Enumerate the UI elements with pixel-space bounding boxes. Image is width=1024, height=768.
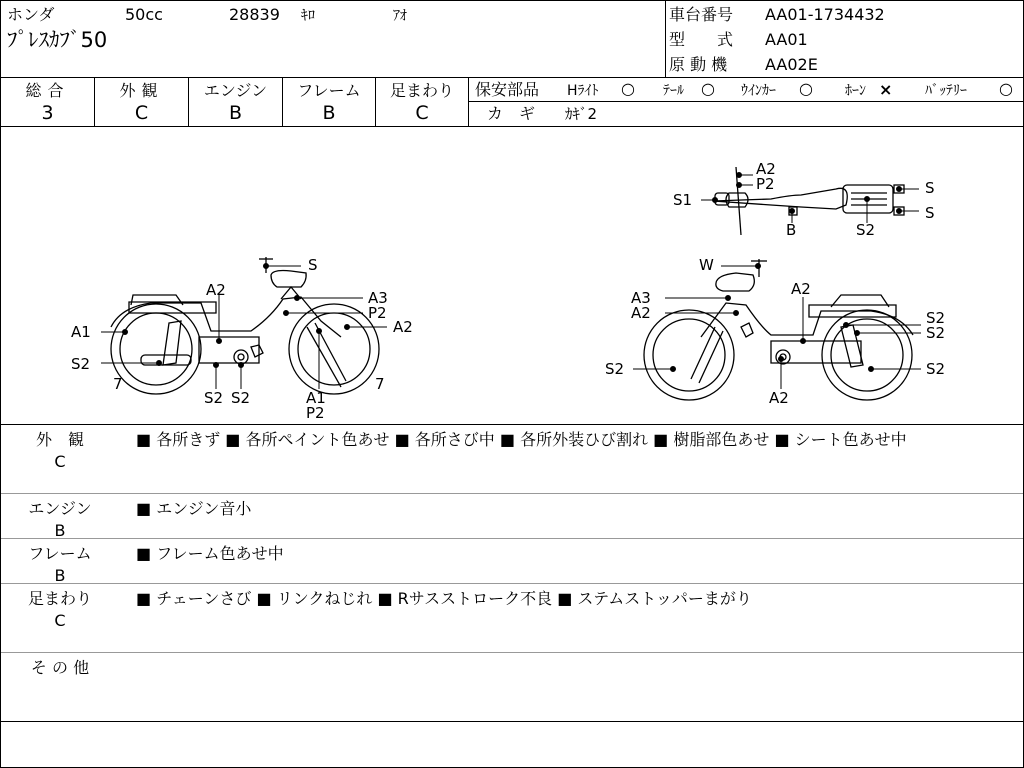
diagram-label: W: [699, 256, 714, 274]
diagram-label: B: [786, 221, 797, 239]
safety-item-label: ｳｲﾝｶｰ: [741, 83, 776, 99]
engine-label: 原 動 機: [669, 55, 728, 74]
top-view: [713, 167, 904, 235]
rear-wheel: [822, 310, 912, 400]
type-value: AA01: [765, 30, 808, 49]
remark-category: 足まわり: [27, 589, 92, 608]
maker: ホンダ: [7, 5, 55, 24]
diagram-label: S2: [204, 389, 224, 407]
displacement: 50cc: [125, 5, 163, 24]
safety-item-mark: ○: [621, 79, 635, 98]
diagram-label: A1: [306, 389, 326, 407]
safety-item-mark: ○: [701, 79, 715, 98]
diagram-label: S: [308, 256, 318, 274]
remark-label: [1, 543, 119, 587]
remark-label: [1, 498, 119, 542]
safety-item-label: ﾃｰﾙ: [663, 83, 684, 99]
remark-frame: [1, 539, 1023, 584]
rear-wheel: [111, 304, 201, 394]
grade-label: エンジン: [203, 81, 268, 100]
remark-label: [1, 429, 119, 473]
front-wheel: [289, 304, 379, 394]
safety-item-mark: ×: [879, 80, 893, 99]
remark-exterior: [1, 425, 1023, 494]
diagram-label: S2: [926, 324, 946, 342]
grade-label: 外観: [119, 81, 164, 100]
grade-label: 総合: [25, 81, 70, 100]
scooter-diagrams: [1, 127, 1023, 423]
color: ｱｵ: [393, 8, 407, 24]
diagram-label: S2: [926, 360, 946, 378]
safety-title: 保安部品: [475, 80, 540, 99]
remark-grade: B: [54, 566, 66, 585]
remark-other: [1, 653, 1023, 721]
diagram-label: P2: [306, 404, 325, 422]
right-side-view: [644, 259, 913, 400]
grade-value: 3: [41, 102, 54, 124]
grade-overall: [1, 78, 95, 126]
grade-frame: [283, 78, 376, 126]
grade-value: C: [134, 102, 149, 124]
remark-category: 外 観: [35, 430, 84, 449]
front-wheel: [644, 310, 734, 400]
remark-text: ■ エンジン音小: [136, 499, 252, 518]
remark-label: [1, 588, 119, 632]
vehicle-info: [1, 1, 666, 77]
diagram-label: A2: [756, 160, 776, 178]
safety-item-label: ﾊﾞｯﾃﾘｰ: [925, 83, 967, 99]
diagram-label: 7: [375, 375, 385, 393]
grade-value: B: [228, 102, 243, 124]
diagram-label: S2: [856, 221, 876, 239]
damage-diagram: [1, 127, 1023, 425]
diagram-label: P2: [368, 304, 387, 322]
remark-suspension: [1, 584, 1023, 653]
diagram-label: S1: [673, 191, 693, 209]
diagram-label: A2: [631, 304, 651, 322]
grade-suspension: [376, 78, 469, 126]
grade-exterior: [95, 78, 189, 126]
model-name: ﾌﾟﾚｽｶﾌﾞ50: [7, 28, 108, 52]
safety-item-label: ﾎｰﾝ: [845, 83, 866, 99]
diagram-label: S2: [231, 389, 251, 407]
remark-category: そ の 他: [30, 658, 90, 677]
type-label: 型 式: [669, 30, 734, 49]
safety-parts: [469, 78, 1023, 126]
key-label: カ ギ: [487, 104, 536, 123]
remark-grade: B: [54, 521, 66, 540]
grade-row: [1, 77, 1023, 127]
left-side-view: [111, 257, 379, 394]
chassis-number: AA01-1734432: [765, 5, 885, 24]
remark-engine: [1, 494, 1023, 539]
diagram-label: S2: [605, 360, 625, 378]
diagram-label: S: [925, 179, 935, 197]
diagram-label: A2: [769, 389, 789, 407]
diagram-label: S: [925, 204, 935, 222]
diagram-label: 7: [113, 375, 123, 393]
grade-value: C: [415, 102, 429, 124]
safety-item-mark: ○: [999, 79, 1013, 98]
diagram-label: S2: [71, 355, 91, 373]
safety-items: [469, 78, 1023, 102]
registration-info: [667, 1, 1023, 77]
diagram-label: A2: [206, 281, 226, 299]
grade-value: B: [322, 102, 336, 124]
mileage: 28839: [229, 5, 280, 24]
grade-label: フレーム: [297, 81, 361, 100]
diagram-label: A2: [393, 318, 413, 336]
remark-grade: C: [54, 452, 66, 471]
remark-category: フレーム: [28, 544, 92, 563]
remark-text: ■ フレーム色あせ中: [136, 544, 284, 563]
mileage-unit: ｷﾛ: [301, 8, 315, 24]
diagram-label: A1: [71, 323, 91, 341]
diagram-label: S2: [926, 309, 946, 327]
remark-text: ■ 各所きず ■ 各所ペイント色あせ ■ 各所さび中 ■ 各所外装ひび割れ ■ 樹脂部色あせ ■ シート色あせ中: [136, 430, 907, 449]
key-value: ｶｷﾞ2: [565, 105, 598, 123]
diagram-label: A3: [631, 289, 651, 307]
remark-grade: C: [54, 611, 66, 630]
chassis-label: 車台番号: [669, 5, 734, 24]
remark-category: エンジン: [28, 499, 92, 518]
safety-item-label: Hﾗｲﾄ: [567, 83, 599, 99]
grade-label: 足まわり: [389, 81, 454, 100]
remark-label: [1, 657, 119, 679]
safety-item-mark: ○: [799, 79, 813, 98]
diagram-label: A2: [791, 280, 811, 298]
remark-text: ■ チェーンさび ■ リンクねじれ ■ Rサスストローク不良 ■ ステムストッパーまがり: [136, 589, 752, 608]
engine-value: AA02E: [765, 55, 818, 74]
diagram-label: A3: [368, 289, 388, 307]
divider: [1, 721, 1023, 722]
key-info: [469, 102, 1023, 126]
diagram-label: P2: [756, 175, 775, 193]
grade-engine: [189, 78, 283, 126]
